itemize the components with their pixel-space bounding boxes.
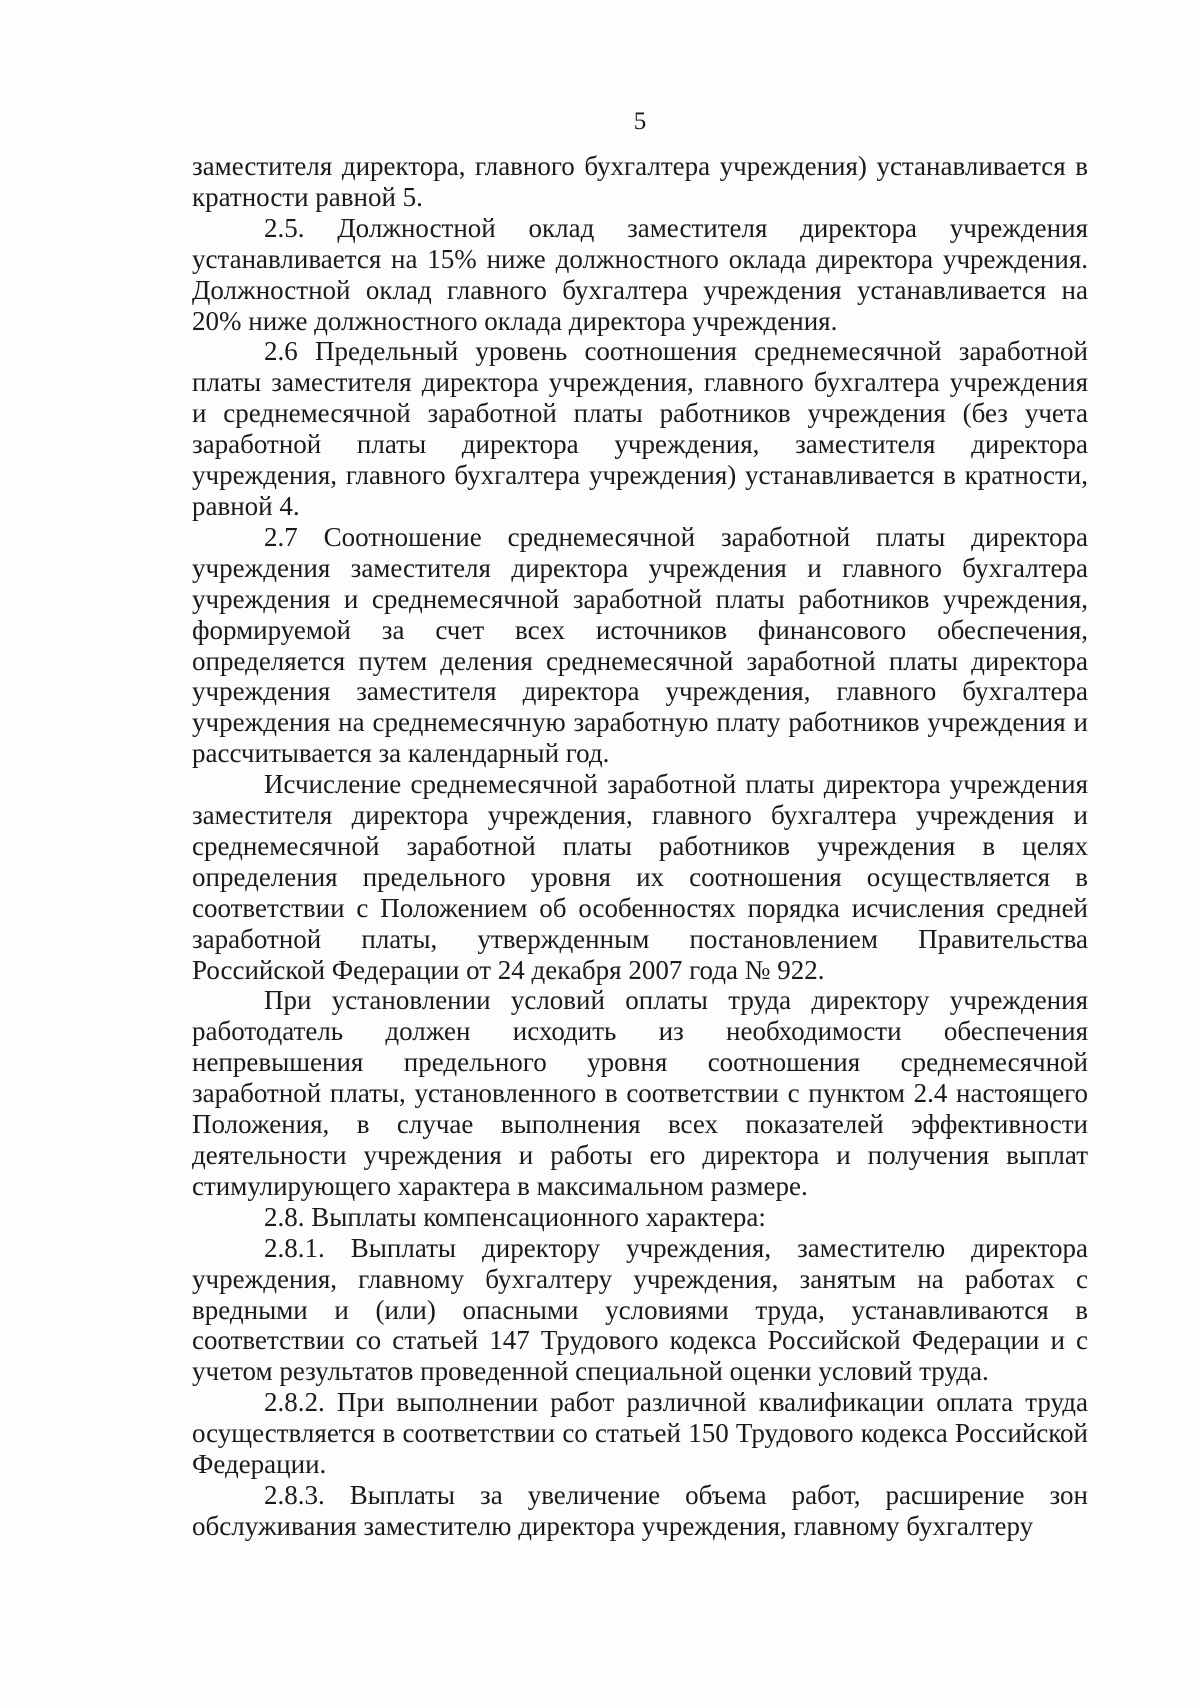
paragraph-2-6: 2.6 Предельный уровень соотношения среднемесячной заработной платы заместителя директора учреждения, главного бухгалтера учреждения и среднемесячной заработной платы работников учреждения (без учета заработной платы директора учреждения, заместителя директора учреждения, главного бухгалтера учреждения) устанавливается в кратности, равной 4. [192, 336, 1088, 521]
paragraph-2-7: 2.7 Соотношение среднемесячной заработной платы директора учреждения заместителя директора учреждения и главного бухгалтера учреждения и среднемесячной заработной платы работников учреждения, формируемой за счет всех источников финансового обеспечения, определяется путем деления среднемесячной заработной платы директора учреждения заместителя директора учреждения, главного бухгалтера учреждения на среднемесячную заработную плату работников учреждения и рассчитывается за календарный год. [192, 521, 1088, 769]
document-body [192, 151, 1088, 1542]
paragraph-2-5: 2.5. Должностной оклад заместителя директора учреждения устанавливается на 15% ниже должностного оклада директора учреждения. Должностной оклад главного бухгалтера учреждения устанавливается на 20% ниже должностного оклада директора учреждения. [192, 212, 1088, 336]
paragraph-2-8-3: 2.8.3. Выплаты за увеличение объема работ, расширение зон обслуживания заместителю директора учреждения, главному бухгалтеру [192, 1479, 1088, 1541]
paragraph-continuation: заместителя директора, главного бухгалтера учреждения) устанавливается в кратности равной 5. [192, 151, 1088, 212]
page-number: 5 [633, 108, 647, 135]
paragraph-2-8-1: 2.8.1. Выплаты директору учреждения, заместителю директора учреждения, главному бухгалтеру учреждения, занятым на работах с вредными и (или) опасными условиями труда, устанавливаются в соответствии со статьей 147 Трудового кодекса Российской Федерации и с учетом результатов проведенной специальной оценки условий труда. [192, 1232, 1088, 1387]
paragraph-calculation: Исчисление среднемесячной заработной платы директора учреждения заместителя директора учреждения, главного бухгалтера учреждения и среднемесячной заработной платы работников учреждения в целях определения предельного уровня их соотношения осуществляется в соответствии с Положением об особенностях порядка исчисления средней заработной платы, утвержденным постановлением Правительства Российской Федерации от 24 декабря 2007 года № 922. [192, 769, 1088, 985]
paragraph-conditions: При установлении условий оплаты труда директору учреждения работодатель должен исходить из необходимости обеспечения непревышения предельного уровня соотношения среднемесячной заработной платы, установленного в соответствии с пунктом 2.4 настоящего Положения, в случае выполнения всех показателей эффективности деятельности учреждения и работы его директора и получения выплат стимулирующего характера в максимальном размере. [192, 985, 1088, 1201]
paragraph-2-8: 2.8. Выплаты компенсационного характера: [264, 1201, 766, 1232]
paragraph-2-8-2: 2.8.2. При выполнении работ различной квалификации оплата труда осуществляется в соответствии со статьей 150 Трудового кодекса Российской Федерации. [192, 1387, 1088, 1480]
